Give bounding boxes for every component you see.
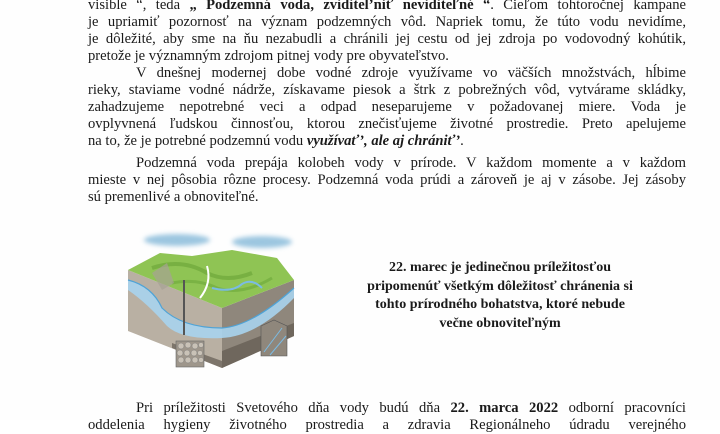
text-line: V dnešnej modernej dobe vodné zdroje využívame vo väčších množstvách, hĺbime xyxy=(136,65,686,81)
caption-line: pripomenúť všetkým dôležitosť chránenia si xyxy=(367,278,633,294)
caption-line: tohto prírodného bohatstva, ktoré nebude xyxy=(375,297,625,312)
text-line: oddelenia hygieny životného prostredia a zdravia Regionálneho údradu verejného xyxy=(88,417,686,433)
paragraph-campaign-goal xyxy=(88,0,686,150)
text-line: je dôležité, aby sme na ňu nezabudli a chránili jej cestu od jej zdroja po vodovodný kohútik, xyxy=(88,31,686,47)
groundwater-illustration xyxy=(112,228,332,368)
paragraph-water-cycle xyxy=(88,155,686,206)
text-line: na to, že je potrebné podzemnú vodu využívať’, ale aj chrániť’. xyxy=(88,133,464,149)
text-line: mieste v nej pôsobia rôzne procesy. Podzemná voda prúdi a zároveň je aj v zásobe. Jej zásoby xyxy=(88,172,686,188)
text-line: Podzemná voda prepája kolobeh vody v prírode. V každom momente a v každom xyxy=(136,155,686,171)
paragraph-world-water-day xyxy=(88,400,686,434)
text-line: zahadzujeme nepotrebné veci a odpad neseparujeme v požadovanej miere. Voda je xyxy=(88,99,686,115)
figure-caption xyxy=(345,259,655,333)
landscape-cross-section-icon xyxy=(112,228,332,368)
text-line: ovplyvnená ľudskou činnosťou, ktorou znečisťujeme životné prostredie. Preto apelujeme xyxy=(88,116,686,132)
text-line: Pri príležitosti Svetového dňa vody budú dňa 22. marca 2022 odborní pracovníci xyxy=(136,400,686,416)
text-line: je upriamiť pozornosť na význam podzemných vôd. Napriek tomu, že túto vodu nevidíme, xyxy=(88,14,686,30)
caption-line: 22. marec je jedinečnou príležitosťou xyxy=(388,260,612,275)
caption-line: večne obnoviteľným xyxy=(439,315,561,331)
text-line: rieky, staviame vodné nádrže, získavame piesok a štrk z pobrežných vôd, vytvárame skládky, xyxy=(88,82,686,98)
event-date: 22. marca 2022 xyxy=(450,400,559,416)
text-line: visible “, teda „ Podzemná voda, zviditel’niť neviditeľné “. Cieľom tohtoročnej kampane xyxy=(88,0,686,14)
campaign-slogan: „ Podzemná voda, zviditel’niť neviditeľné “ xyxy=(189,0,491,13)
emphasis-use-and-protect: využívať’, ale aj chrániť’ xyxy=(306,133,461,149)
text-line: pretože je významným zdrojom pitnej vody pre obyvateľstvo. xyxy=(88,48,449,64)
text-line: sú premenlivé a obnoviteľné. xyxy=(88,189,259,205)
